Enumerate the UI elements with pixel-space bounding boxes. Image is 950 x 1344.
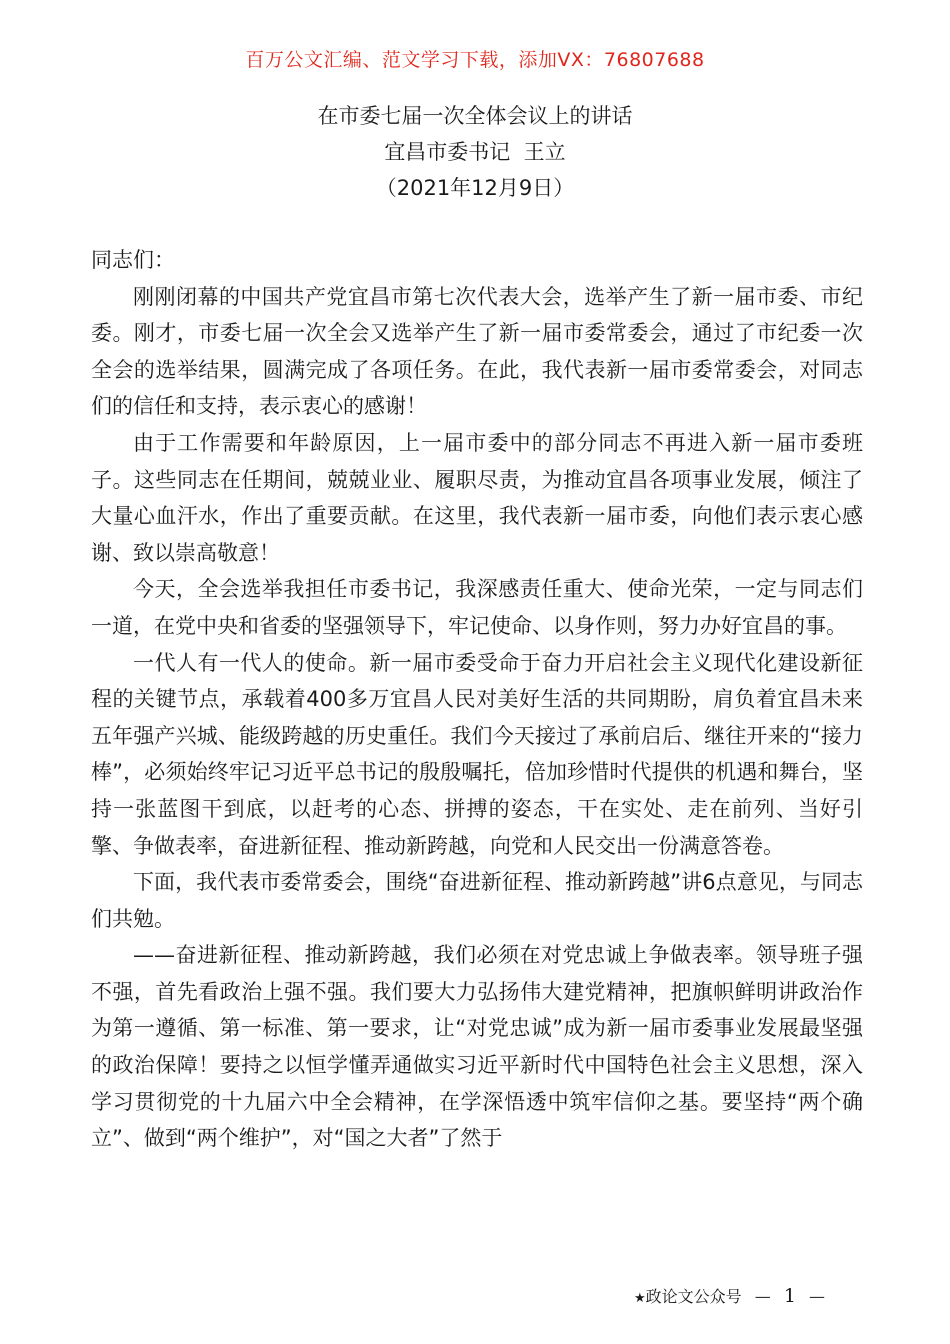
speech-title: 在市委七届一次全体会议上的讲话	[317, 104, 633, 128]
salutation: 同志们：	[91, 248, 175, 272]
footer-dash-right: —	[809, 1287, 825, 1306]
speech-body	[91, 242, 863, 1157]
paragraph-5: 下面，我代表市委常委会，围绕“奋进新征程、推动新跨越”讲6点意见，与同志们共勉。	[91, 870, 863, 931]
footer-dash-left: —	[754, 1287, 771, 1306]
page-footer	[634, 1284, 833, 1311]
speech-date: （2021年12月9日）	[375, 176, 575, 200]
promo-banner: 百万公文汇编、范文学习下载，添加VX：76807688	[245, 49, 705, 71]
paragraph-3: 今天，全会选举我担任市委书记，我深感责任重大、使命光荣，一定与同志们一道，在党中央和省委的坚强领导下，牢记使命、以身作则，努力办好宜昌的事。	[91, 577, 863, 638]
speaker-line: 宜昌市委书记 王立	[384, 140, 566, 164]
star-icon: ★	[633, 1291, 646, 1306]
page-number: 1	[783, 1285, 796, 1307]
paragraph-4: 一代人有一代人的使命。新一届市委受命于奋力开启社会主义现代化建设新征程的关键节点，承载着400多万宜昌人民对美好生活的共同期盼，肩负着宜昌未来五年强产兴城、能级跨越的历史重任。我们今天接过了承前启后、继往开来的“接力棒”，必须始终牢记习近平总书记的殷殷嘱托，倍加珍惜时代提供的机遇和舞台，坚持一张蓝图干到底，以赶考的心态、拼搏的姿态，干在实处、走在前列、当好引擎、争做表率，奋进新征程、推动新跨越，向党和人民交出一份满意答卷。	[91, 650, 863, 858]
paragraph-1: 刚刚闭幕的中国共产党宜昌市第七次代表大会，选举产生了新一届市委、市纪委。刚才，市委七届一次全会又选举产生了新一届市委常委会，通过了市纪委一次全会的选举结果，圆满完成了各项任务。在此，我代表新一届市委常委会，对同志们的信任和支持，表示衷心的感谢！	[91, 284, 863, 419]
speech-heading	[0, 98, 950, 206]
paragraph-2: 由于工作需要和年龄原因，上一届市委中的部分同志不再进入新一届市委班子。这些同志在任期间，兢兢业业、履职尽责，为推动宜昌各项事业发展，倾注了大量心血汗水，作出了重要贡献。在这里，我代表新一届市委，向他们表示衷心感谢、致以崇高敬意！	[91, 430, 863, 565]
paragraph-6: ——奋进新征程、推动新跨越，我们必须在对党忠诚上争做表率。领导班子强不强，首先看政治上强不强。我们要大力弘扬伟大建党精神，把旗帜鲜明讲政治作为第一遵循、第一标准、第一要求，让“对党忠诚”成为新一届市委事业发展最坚强的政治保障！要持之以恒学懂弄通做实习近平新时代中国特色社会主义思想，深入学习贯彻党的十九届六中全会精神，在学深悟透中筑牢信仰之基。要坚持“两个确立”、做到“两个维护”，对“国之大者”了然于	[91, 943, 863, 1151]
footer-source: 政论文公众号	[645, 1287, 742, 1306]
